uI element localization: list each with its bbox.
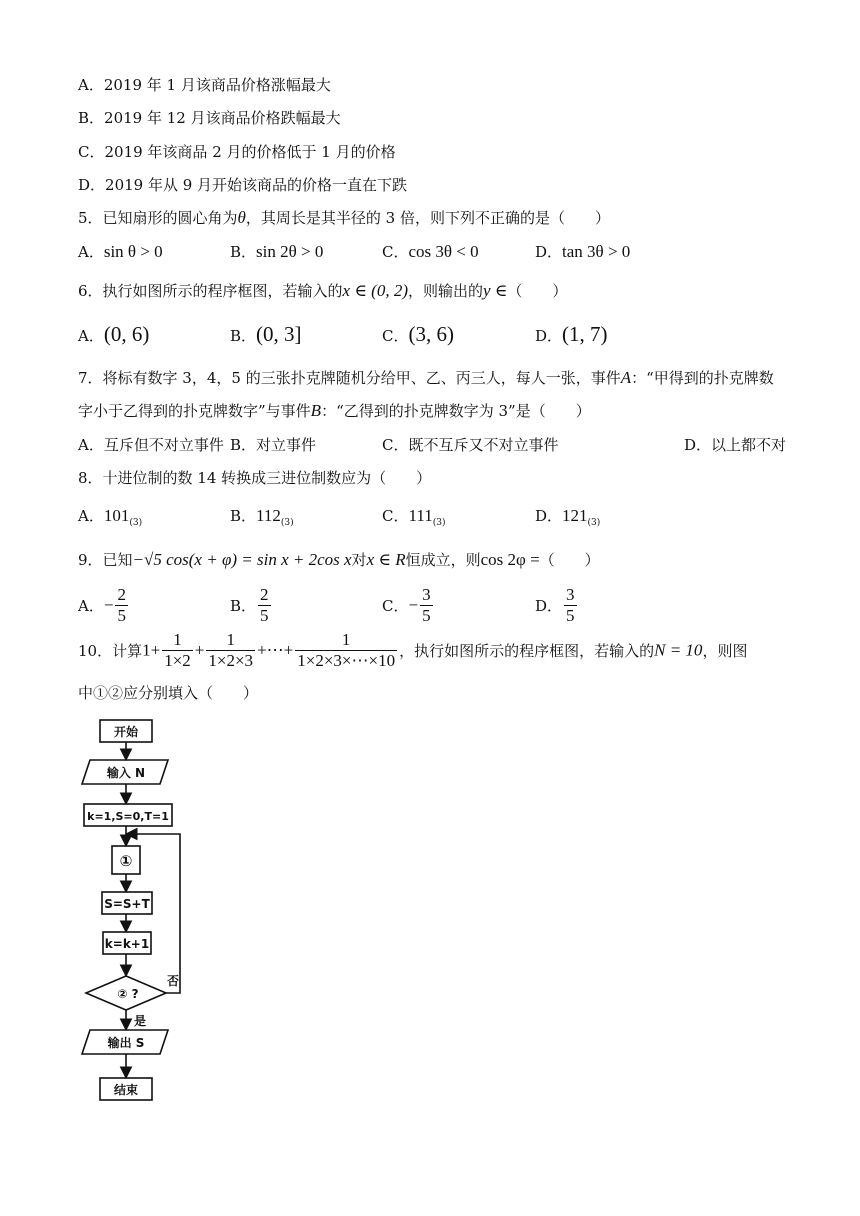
q5-option-a: A．sin θ > 0 <box>78 242 163 261</box>
q8-option-b: B．$112_{(3)}$ <box>230 506 294 528</box>
q6-option-b: B．(0, 3] <box>230 322 302 346</box>
q6-option-a: A．(0, 6) <box>78 322 150 346</box>
q9-option-a: A．− $\frac{2}{5}$ <box>78 585 126 625</box>
q5-theta: θ <box>237 208 246 227</box>
flow-yes-label: 是 <box>133 1014 147 1028</box>
q9-option-c: C．− $\frac{3}{5}$ <box>382 585 431 625</box>
q9-option-d: D． $\frac{3}{5}$ <box>535 585 575 625</box>
q5-stem: 5．已知扇形的圆心角为θ，其周长是其半径的 3 倍，则下列不正确的是（ ） <box>78 208 610 227</box>
q8-option-d: D．$121_{(3)}$ <box>535 506 601 528</box>
q7-option-c: C．既不互斥又不对立事件 <box>382 436 559 454</box>
q10-frac-2: $\frac{1}{1\times 2\times 3}$ <box>208 630 254 670</box>
flow-output-label: 输出 S <box>107 1036 145 1050</box>
flow-decision-label: ② ? <box>117 987 139 1001</box>
q6-cond: x ∈ (0, 2) <box>342 281 408 300</box>
q9-stem: 9．已知−√5 cos(x + φ) = sin x + 2cos x对x ∈ R恒成立，则cos 2φ =（ ） <box>78 550 600 569</box>
q8-option-a: A．$101_{(3)}$ <box>78 506 143 528</box>
q10-stem-line1: 10．计算1+ $\frac{1}{1\times 2}$ + $\frac{1}{1\times 2\times 3}$ +⋯+ $\frac{1}{1\times 2\times 3\times\cdots\times 10}$ ，执行如图所示的程序框图，若输入的N = 10，则图 <box>78 630 748 670</box>
q7-stem-line2: 字小于乙得到的扑克牌数字”与事件B：“乙得到的扑克牌数字为 3”是（ ） <box>78 401 591 420</box>
q7-option-a: A．互斥但不对立事件 <box>78 436 224 454</box>
q10-stem-line2: 中①②应分别填入（ ） <box>78 684 259 702</box>
flow-end-label: 结束 <box>113 1083 139 1097</box>
q5-option-d: D．tan 3θ > 0 <box>535 242 631 261</box>
q8-option-c: C．$111_{(3)}$ <box>382 506 446 528</box>
flowchart <box>70 712 210 1107</box>
q4-option-a: A．2019 年 1 月该商品价格涨幅最大 <box>78 76 331 94</box>
q5-option-c: C．cos 3θ < 0 <box>382 242 479 261</box>
flow-input-label: 输入 N <box>106 766 146 780</box>
q4-option-b: B．2019 年 12 月该商品价格跌幅最大 <box>78 109 341 127</box>
flow-step2-label: S=S+T <box>104 897 150 911</box>
q6-option-d: D．(1, 7) <box>535 322 608 346</box>
q7-option-d: D．以上都不对 <box>684 436 787 454</box>
flow-step1-label: ① <box>119 852 133 870</box>
flow-step3-label: k=k+1 <box>104 937 150 951</box>
q9-option-b: B． $\frac{2}{5}$ <box>230 585 269 625</box>
q4-option-c: C．2019 年该商品 2 月的价格低于 1 月的价格 <box>78 143 396 161</box>
q8-stem: 8．十进位制的数 14 转换成三进位制数应为（ ） <box>78 469 432 487</box>
q10-frac-1: $\frac{1}{1\times 2}$ <box>164 630 191 670</box>
q9-equation: −√5 cos(x + φ) = sin x + 2cos x <box>132 550 352 569</box>
flow-no-label: 否 <box>166 974 180 988</box>
q7-option-b: B．对立事件 <box>230 436 317 454</box>
q7-stem-line1: 7．将标有数字 3，4，5 的三张扑克牌随机分给甲、乙、丙三人，每人一张，事件A：“甲得到的扑克牌数 <box>78 368 774 387</box>
q6-option-c: C．(3, 6) <box>382 322 454 346</box>
flow-start-label: 开始 <box>113 725 139 739</box>
q10-frac-3: $\frac{1}{1\times 2\times 3\times\cdots\times 10}$ <box>297 630 396 670</box>
q5-option-b: B．sin 2θ > 0 <box>230 242 324 261</box>
q6-stem: 6．执行如图所示的程序框图，若输入的x ∈ (0, 2)，则输出的y ∈（ ） <box>78 281 568 300</box>
q4-option-d: D．2019 年从 9 月开始该商品的价格一直在下跌 <box>78 176 408 194</box>
flow-init-label: k=1,S=0,T=1 <box>87 810 169 823</box>
